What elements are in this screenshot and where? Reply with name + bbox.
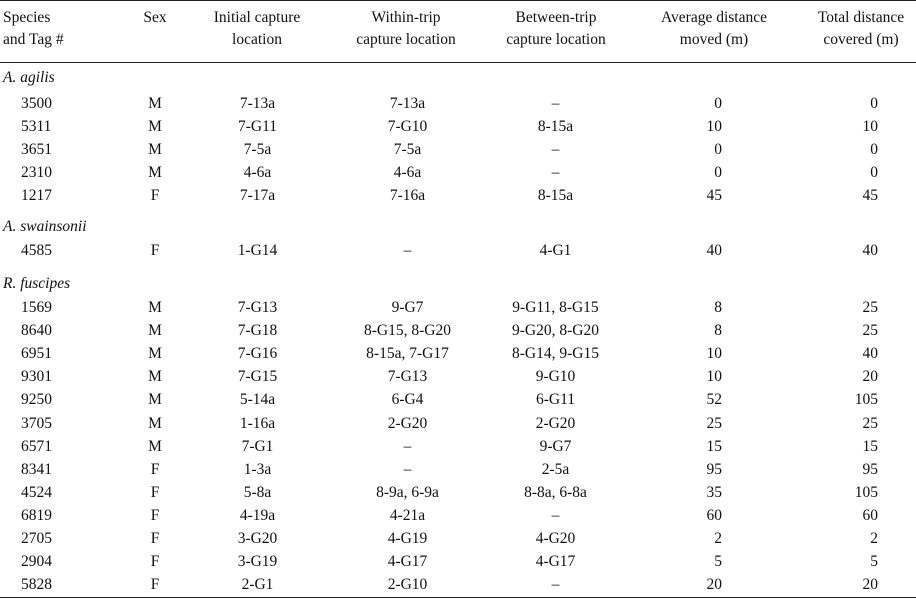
cell-initial: 3-G20 bbox=[237, 530, 278, 547]
cell-total: 0 bbox=[870, 164, 878, 182]
cell-total: 0 bbox=[870, 141, 878, 159]
header-within-trip: Within-trip capture location bbox=[356, 9, 456, 48]
cell-average: 15 bbox=[706, 437, 722, 455]
cell-within: 8-15a, 7-G17 bbox=[366, 345, 449, 363]
header-total-distance: Total distance covered (m) bbox=[817, 9, 905, 48]
cell-initial: 2-G1 bbox=[241, 576, 274, 594]
species-group-label: R. fuscipes bbox=[3, 275, 71, 292]
cell-sex: M bbox=[148, 414, 162, 432]
cell-average: 45 bbox=[706, 187, 722, 205]
cell-within: 6-G4 bbox=[391, 391, 424, 409]
cell-total: 40 bbox=[862, 345, 878, 363]
cell-within: 9-G7 bbox=[391, 299, 424, 316]
cell-initial: 7-G1 bbox=[241, 437, 274, 455]
cell-tag: 2705 bbox=[21, 530, 52, 547]
cell-sex: F bbox=[150, 553, 160, 571]
cell-initial: 1-G14 bbox=[237, 242, 278, 259]
cell-total: 105 bbox=[854, 391, 878, 409]
cell-total: 45 bbox=[862, 187, 878, 205]
cell-total: 5 bbox=[870, 553, 878, 571]
cell-initial: 7-G15 bbox=[237, 368, 278, 386]
cell-between: 6-G11 bbox=[535, 391, 576, 409]
cell-within: 4-6a bbox=[393, 164, 422, 182]
species-group-label: A. swainsonii bbox=[3, 218, 87, 235]
cell-average: 0 bbox=[714, 141, 722, 159]
cell-tag: 2310 bbox=[21, 164, 52, 182]
cell-sex: F bbox=[150, 242, 160, 259]
cell-within: 2-G10 bbox=[387, 576, 428, 594]
cell-total: 40 bbox=[862, 242, 878, 259]
cell-between: – bbox=[551, 95, 560, 112]
cell-total: 105 bbox=[854, 483, 878, 501]
table-row bbox=[0, 92, 916, 115]
cell-tag: 5828 bbox=[21, 576, 52, 594]
cell-initial: 7-17a bbox=[239, 187, 276, 205]
cell-initial: 7-13a bbox=[239, 95, 276, 112]
cell-initial: 7-5a bbox=[243, 141, 272, 159]
table-row bbox=[0, 184, 916, 207]
table-row bbox=[0, 527, 916, 550]
cell-sex: M bbox=[148, 95, 162, 112]
cell-between: – bbox=[551, 141, 560, 159]
header-average-distance: Average distance moved (m) bbox=[660, 9, 767, 48]
table-row bbox=[0, 161, 916, 184]
cell-between: 4-G20 bbox=[535, 530, 576, 547]
header-initial-location: Initial capture location bbox=[213, 9, 301, 48]
table-row bbox=[0, 458, 916, 481]
cell-total: 25 bbox=[862, 299, 878, 316]
table-row bbox=[0, 573, 916, 596]
cell-total: 25 bbox=[862, 322, 878, 340]
cell-sex: M bbox=[148, 368, 162, 386]
cell-within: 7-16a bbox=[389, 187, 426, 205]
cell-average: 40 bbox=[706, 242, 722, 259]
header-sex: Sex bbox=[143, 9, 167, 26]
cell-tag: 9250 bbox=[21, 391, 52, 409]
cell-initial: 5-14a bbox=[239, 391, 276, 409]
species-group-label: A. agilis bbox=[3, 69, 55, 86]
cell-total: 0 bbox=[870, 95, 878, 112]
header-rule bbox=[0, 62, 916, 63]
cell-tag: 3651 bbox=[21, 141, 52, 159]
cell-total: 95 bbox=[862, 460, 878, 478]
table-row bbox=[0, 115, 916, 138]
cell-sex: F bbox=[150, 530, 160, 547]
cell-tag: 9301 bbox=[21, 368, 52, 386]
cell-total: 20 bbox=[862, 576, 878, 594]
cell-sex: M bbox=[148, 164, 162, 182]
cell-average: 60 bbox=[706, 506, 722, 524]
cell-average: 52 bbox=[706, 391, 722, 409]
table-row bbox=[0, 412, 916, 435]
cell-within: 7-G10 bbox=[387, 118, 428, 136]
cell-sex: F bbox=[150, 460, 160, 478]
cell-between: 2-G20 bbox=[535, 414, 576, 432]
cell-sex: M bbox=[148, 141, 162, 159]
header-between-trip: Between-trip capture location bbox=[506, 9, 606, 48]
cell-average: 8 bbox=[714, 299, 722, 316]
cell-average: 2 bbox=[714, 530, 722, 547]
cell-sex: M bbox=[148, 118, 162, 136]
cell-initial: 7-G11 bbox=[237, 118, 278, 136]
cell-total: 60 bbox=[862, 506, 878, 524]
table-row bbox=[0, 435, 916, 458]
cell-initial: 5-8a bbox=[243, 483, 272, 501]
cell-between: 8-G14, 9-G15 bbox=[512, 345, 599, 363]
cell-total: 20 bbox=[862, 368, 878, 386]
cell-within: 7-G13 bbox=[387, 368, 428, 386]
cell-initial: 7-G13 bbox=[237, 299, 278, 316]
cell-within: 8-9a, 6-9a bbox=[376, 483, 439, 501]
cell-sex: M bbox=[148, 391, 162, 409]
table-row bbox=[0, 481, 916, 504]
cell-between: 9-G11, 8-G15 bbox=[512, 299, 599, 316]
cell-tag: 2904 bbox=[21, 553, 52, 571]
table-row bbox=[0, 296, 916, 319]
table-row bbox=[0, 504, 916, 527]
cell-tag: 3705 bbox=[21, 414, 52, 432]
cell-tag: 5311 bbox=[21, 118, 52, 136]
cell-total: 2 bbox=[870, 530, 878, 547]
cell-within: 4-G19 bbox=[387, 530, 428, 547]
header-species: Species and Tag # bbox=[3, 9, 64, 48]
cell-within: 4-21a bbox=[389, 506, 426, 524]
cell-sex: M bbox=[148, 437, 162, 455]
table-row bbox=[0, 138, 916, 161]
cell-average: 5 bbox=[714, 553, 722, 571]
cell-between: – bbox=[551, 576, 560, 594]
table-row bbox=[0, 365, 916, 388]
cell-total: 10 bbox=[862, 118, 878, 136]
cell-average: 8 bbox=[714, 322, 722, 340]
cell-initial: 4-6a bbox=[243, 164, 272, 182]
cell-between: 2-5a bbox=[541, 460, 570, 478]
cell-tag: 4585 bbox=[21, 242, 52, 259]
cell-initial: 1-3a bbox=[243, 460, 272, 478]
cell-sex: F bbox=[150, 576, 160, 594]
cell-average: 10 bbox=[706, 118, 722, 136]
cell-initial: 1-16a bbox=[239, 414, 276, 432]
cell-total: 25 bbox=[862, 414, 878, 432]
cell-initial: 4-19a bbox=[239, 506, 276, 524]
cell-sex: M bbox=[148, 322, 162, 340]
cell-sex: F bbox=[150, 483, 160, 501]
table-row bbox=[0, 319, 916, 342]
cell-between: 4-G1 bbox=[539, 242, 572, 259]
cell-average: 35 bbox=[706, 483, 722, 501]
cell-between: 4-G17 bbox=[535, 553, 576, 571]
cell-average: 0 bbox=[714, 164, 722, 182]
cell-tag: 6819 bbox=[21, 506, 52, 524]
table-row bbox=[0, 388, 916, 411]
cell-initial: 7-G18 bbox=[237, 322, 278, 340]
top-rule bbox=[0, 0, 916, 1]
cell-average: 10 bbox=[706, 345, 722, 363]
cell-between: 8-15a bbox=[537, 187, 574, 205]
cell-within: – bbox=[403, 460, 412, 478]
table-row bbox=[0, 550, 916, 573]
cell-tag: 3500 bbox=[21, 95, 52, 112]
cell-between: – bbox=[551, 164, 560, 182]
cell-tag: 1217 bbox=[21, 187, 52, 205]
table-row bbox=[0, 239, 916, 262]
cell-sex: F bbox=[150, 187, 160, 205]
cell-initial: 3-G19 bbox=[237, 553, 278, 571]
cell-tag: 6951 bbox=[21, 345, 52, 363]
cell-between: 9-G10 bbox=[535, 368, 576, 386]
cell-average: 20 bbox=[706, 576, 722, 594]
cell-average: 95 bbox=[706, 460, 722, 478]
cell-tag: 6571 bbox=[21, 437, 52, 455]
cell-average: 0 bbox=[714, 95, 722, 112]
bottom-rule bbox=[0, 597, 916, 598]
cell-within: – bbox=[403, 437, 412, 455]
cell-between: 9-G20, 8-G20 bbox=[512, 322, 599, 340]
cell-within: 7-5a bbox=[393, 141, 422, 159]
cell-within: 7-13a bbox=[389, 95, 426, 112]
cell-sex: M bbox=[148, 299, 162, 316]
cell-between: 9-G7 bbox=[539, 437, 572, 455]
cell-within: – bbox=[403, 242, 412, 259]
cell-sex: M bbox=[148, 345, 162, 363]
cell-between: 8-15a bbox=[537, 118, 574, 136]
cell-within: 8-G15, 8-G20 bbox=[364, 322, 451, 340]
cell-average: 10 bbox=[706, 368, 722, 386]
cell-sex: F bbox=[150, 506, 160, 524]
cell-initial: 7-G16 bbox=[237, 345, 278, 363]
cell-between: – bbox=[551, 506, 560, 524]
cell-between: 8-8a, 6-8a bbox=[524, 483, 587, 501]
cell-total: 15 bbox=[862, 437, 878, 455]
cell-tag: 8341 bbox=[21, 460, 52, 478]
cell-average: 25 bbox=[706, 414, 722, 432]
cell-tag: 4524 bbox=[21, 483, 52, 501]
cell-within: 2-G20 bbox=[387, 414, 428, 432]
cell-tag: 1569 bbox=[21, 299, 52, 316]
table-row bbox=[0, 342, 916, 365]
cell-tag: 8640 bbox=[21, 322, 52, 340]
cell-within: 4-G17 bbox=[387, 553, 428, 571]
